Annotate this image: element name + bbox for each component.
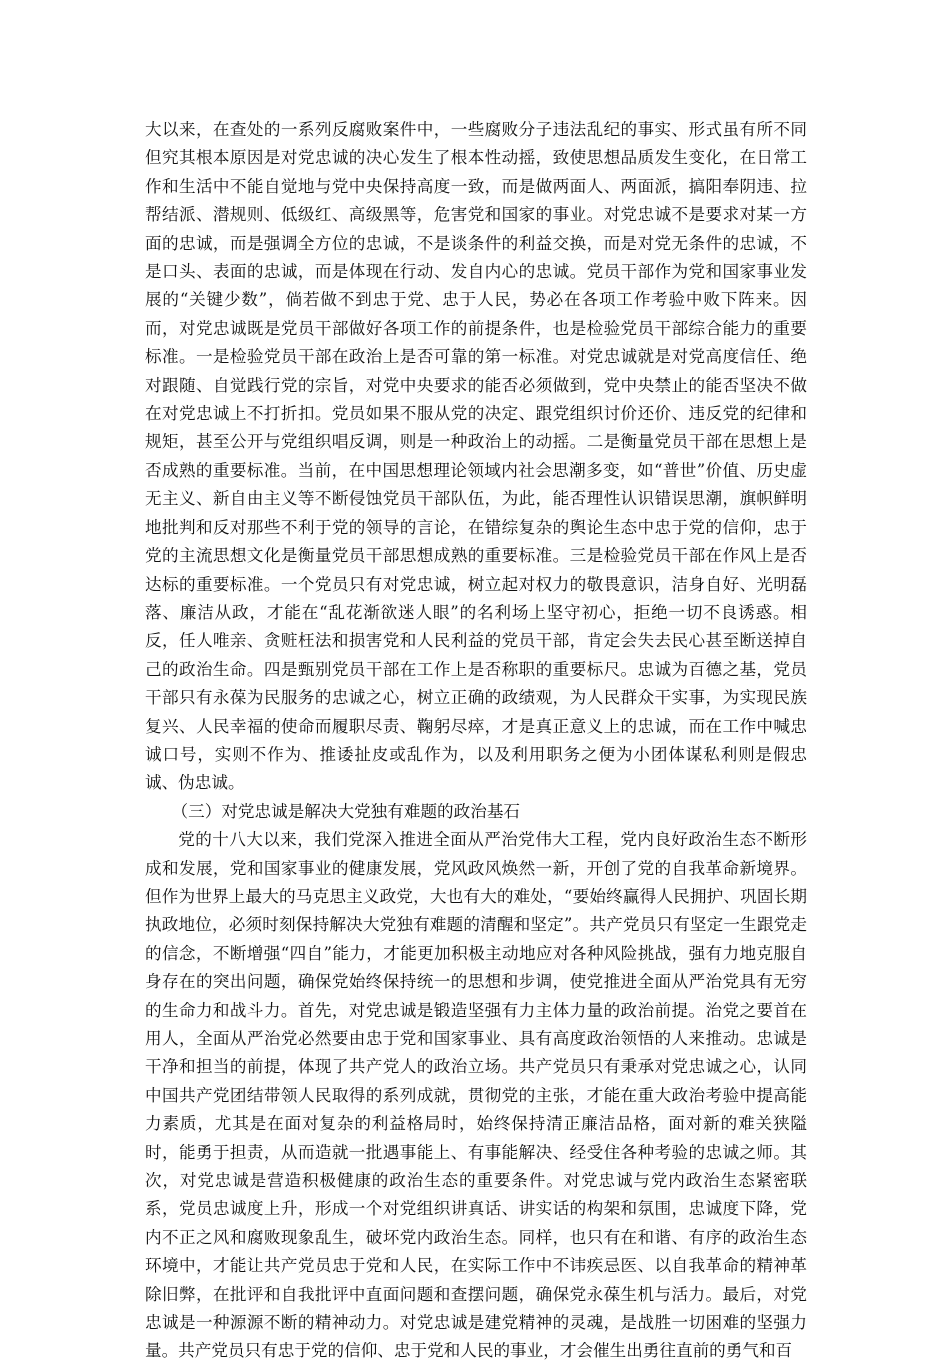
body-paragraph: 党的十八大以来，我们党深入推进全面从严治党伟大工程，党内良好政治生态不断形成和发展，党和国家事业的健康发展，党风政风焕然一新，开创了党的自我革命新境界。但作为世界上最大的马克思主义政党，大也有大的难处，“要始终赢得人民拥护、巩固长期执政地位，必须时刻保持解决大党独有难题的清醒和坚定”。共产党员只有坚定一生跟党走的信念，不断增强“四自”能力，才能更加积极主动地应对各种风险挑战，强有力地克服自身存在的突出问题，确保党始终保持统一的思想和步调，使党推进全面从严治党具有无穷的生命力和战斗力。首先，对党忠诚是锻造坚强有力主体力量的政治前提。治党之要首在用人，全面从严治党必然要由忠于党和国家事业、具有高度政治领悟的人来推动。忠诚是干净和担当的前提，体现了共产党人的政治立场。共产党员只有秉承对党忠诚之心，认同中国共产党团结带领人民取得的系列成就，贯彻党的主张，才能在重大政治考验中提高能力素质，尤其是在面对复杂的利益格局时，始终保持清正廉洁品格，面对新的难关狭隘时，能勇于担责，从而造就一批遇事能上、有事能解决、经受住各种考验的忠诚之师。其次，对党忠诚是营造积极健康的政治生态的重要条件。对党忠诚与党内政治生态紧密联系，党员忠诚度上升，形成一个对党组织讲真话、讲实话的构架和氛围，忠诚度下降，党内不正之风和腐败现象乱生，破坏党内政治生态。同样，也只有在和谐、有序的政治生态环境中，才能让共产党员忠于党和人民，在实际工作中不讳疾忌医、以自我革命的精神革除旧弊，在批评和自我批评中直面问题和查摆问题，确保党永葆生机与活力。最后，对党忠诚是一种源源不断的精神动力。对党忠诚是建党精神的灵魂，是战胜一切困难的坚强力量。共产党员只有忠于党的信仰、忠于党和人民的事业，才会催生出勇往直前的勇气和百	[145, 830, 807, 1361]
body-paragraph-continued: 大以来，在查处的一系列反腐败案件中，一些腐败分子违法乱纪的事实、形式虽有所不同但究其根本原因是对党忠诚的决心发生了根本性动摇，致使思想品质发生变化，在日常工作和生活中不能自觉地与党中央保持高度一致，而是做两面人、两面派，搞阳奉阴违、拉帮结派、潜规则、低级红、高级黑等，危害党和国家的事业。对党忠诚不是要求对某一方面的忠诚，而是强调全方位的忠诚，不是谈条件的利益交换，而是对党无条件的忠诚，不是口头、表面的忠诚，而是体现在行动、发自内心的忠诚。党员干部作为党和国家事业发展的“关键少数”，倘若做不到忠于党、忠于人民，势必在各项工作考验中败下阵来。因而，对党忠诚既是党员干部做好各项工作的前提条件，也是检验党员干部综合能力的重要标准。一是检验党员干部在政治上是否可靠的第一标准。对党忠诚就是对党高度信任、绝对跟随、自觉践行党的宗旨，对党中央要求的能否必须做到，党中央禁止的能否坚决不做在对党忠诚上不打折扣。党员如果不服从党的决定、跟党组织讨价还价、违反党的纪律和规矩，甚至公开与党组织唱反调，则是一种政治上的动摇。二是衡量党员干部在思想上是否成熟的重要标准。当前，在中国思想理论领域内社会思潮多变，如“普世”价值、历史虚无主义、新自由主义等不断侵蚀党员干部队伍，为此，能否理性认识错误思潮，旗帜鲜明地批判和反对那些不利于党的领导的言论，在错综复杂的舆论生态中忠于党的信仰，忠于党的主流思想文化是衡量党员干部思想成熟的重要标准。三是检验党员干部在作风上是否达标的重要标准。一个党员只有对党忠诚，树立起对权力的敬畏意识，洁身自好、光明磊落、廉洁从政，才能在“乱花渐欲迷人眼”的名利场上坚守初心，拒绝一切不良诱惑。相反，任人唯亲、贪赃枉法和损害党和人民利益的党员干部，肯定会失去民心甚至断送掉自己的政治生命。四是甄别党员干部在工作上是否称职的重要标尺。忠诚为百德之基，党员干部只有永葆为民服务的忠诚之心，树立正确的政绩观，为人民群众干实事，为实现民族复兴、人民幸福的使命而履职尽责、鞠躬尽瘁，才是真正意义上的忠诚，而在工作中喊忠诚口号，实则不作为、推诿扯皮或乱作为，以及利用职务之便为小团体谋私利则是假忠诚、伪忠诚。	[145, 120, 807, 793]
section-heading: （三）对党忠诚是解决大党独有难题的政治基石	[171, 801, 521, 821]
document-page	[145, 116, 807, 1366]
